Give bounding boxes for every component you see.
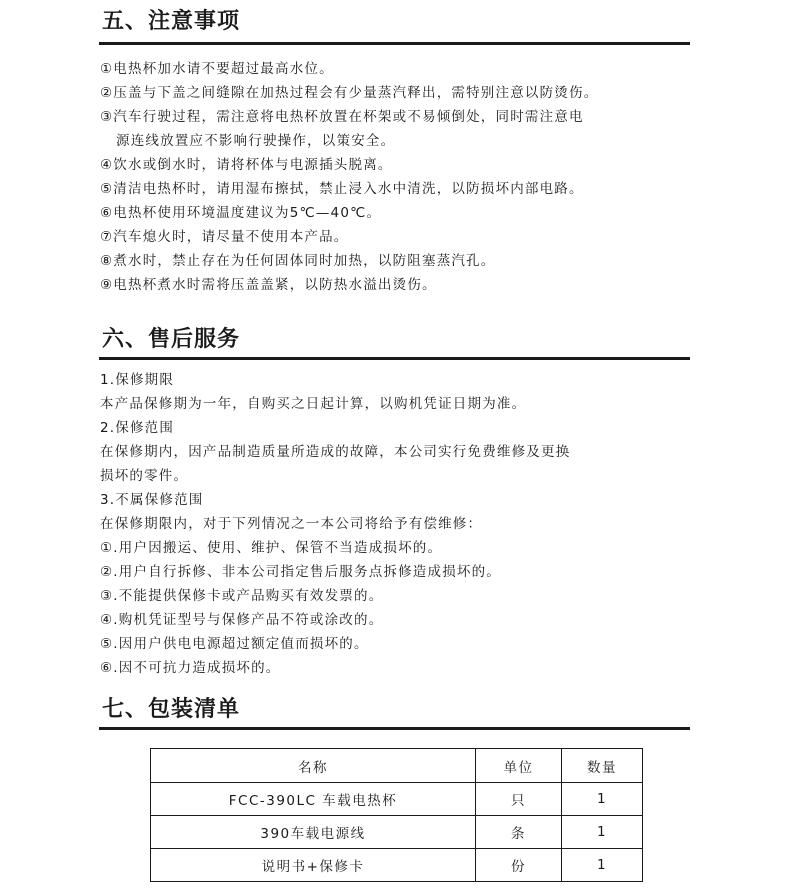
cell-name: FCC-390LC 车载电热杯 [151, 783, 476, 816]
section-7-title: 七、包装清单 [102, 697, 241, 722]
section-5-title: 五、注意事项 [102, 9, 241, 34]
cell-unit: 条 [476, 816, 562, 849]
list-item: 源连线放置应不影响行驶操作，以策安全。 [116, 133, 396, 149]
list-item: ③汽车行驶过程，需注意将电热杯放置在杯架或不易倾倒处，同时需注意电 [100, 109, 584, 125]
table-header-row [151, 749, 643, 783]
header-qty: 数量 [562, 749, 643, 783]
table-row [151, 849, 643, 882]
cell-name: 说明书+保修卡 [151, 849, 476, 882]
cell-unit: 份 [476, 849, 562, 882]
list-item: 2.保修范围 [100, 420, 175, 436]
list-item: ⑥电热杯使用环境温度建议为5℃—40℃。 [100, 205, 382, 221]
cell-unit: 只 [476, 783, 562, 816]
list-item: ⑥.因不可抗力造成损坏的。 [100, 660, 281, 676]
section-5-list [100, 57, 700, 297]
section-6-list [100, 368, 700, 680]
list-item: 在保修期内，因产品制造质量所造成的故障，本公司实行免费维修及更换 [100, 444, 571, 460]
section-5-rule [99, 42, 690, 45]
list-item: ②压盖与下盖之间缝隙在加热过程会有少量蒸汽释出，需特别注意以防烫伤。 [100, 85, 599, 101]
list-item: ⑨电热杯煮水时需将压盖盖紧，以防热水溢出烫伤。 [100, 277, 437, 293]
section-6-title: 六、售后服务 [102, 327, 241, 352]
list-item: 3.不属保修范围 [100, 492, 204, 508]
list-item: ⑧煮水时，禁止存在为任何固体同时加热，以防阻塞蒸汽孔。 [100, 253, 496, 269]
cell-qty: 1 [562, 783, 643, 816]
list-item: ⑤.因用户供电电源超过额定值而损坏的。 [100, 636, 369, 652]
list-item: ③.不能提供保修卡或产品购买有效发票的。 [100, 588, 384, 604]
list-item: ①.用户因搬运、使用、维护、保管不当造成损坏的。 [100, 540, 443, 556]
header-unit: 单位 [476, 749, 562, 783]
list-item: ④饮水或倒水时，请将杯体与电源插头脱离。 [100, 157, 393, 173]
list-item: ⑤清洁电热杯时，请用湿布擦拭，禁止浸入水中清洗，以防损坏内部电路。 [100, 181, 584, 197]
packing-list-table [150, 748, 643, 882]
section-6-rule [99, 357, 690, 360]
list-item: 损坏的零件。 [100, 468, 189, 484]
list-item: 1.保修期限 [100, 372, 175, 388]
list-item: ④.购机凭证型号与保修产品不符或涂改的。 [100, 612, 384, 628]
list-item: 在保修期限内，对于下列情况之一本公司将给予有偿维修： [100, 516, 483, 532]
cell-qty: 1 [562, 816, 643, 849]
table-row [151, 783, 643, 816]
cell-name: 390车载电源线 [151, 816, 476, 849]
cell-qty: 1 [562, 849, 643, 882]
list-item: 本产品保修期为一年，自购买之日起计算，以购机凭证日期为准。 [100, 396, 527, 412]
list-item: ①电热杯加水请不要超过最高水位。 [100, 61, 334, 77]
header-name: 名称 [151, 749, 476, 783]
table-row [151, 816, 643, 849]
list-item: ⑦汽车熄火时，请尽量不使用本产品。 [100, 229, 349, 245]
list-item: ②.用户自行拆修、非本公司指定售后服务点拆修造成损坏的。 [100, 564, 501, 580]
section-7-rule [99, 727, 690, 730]
